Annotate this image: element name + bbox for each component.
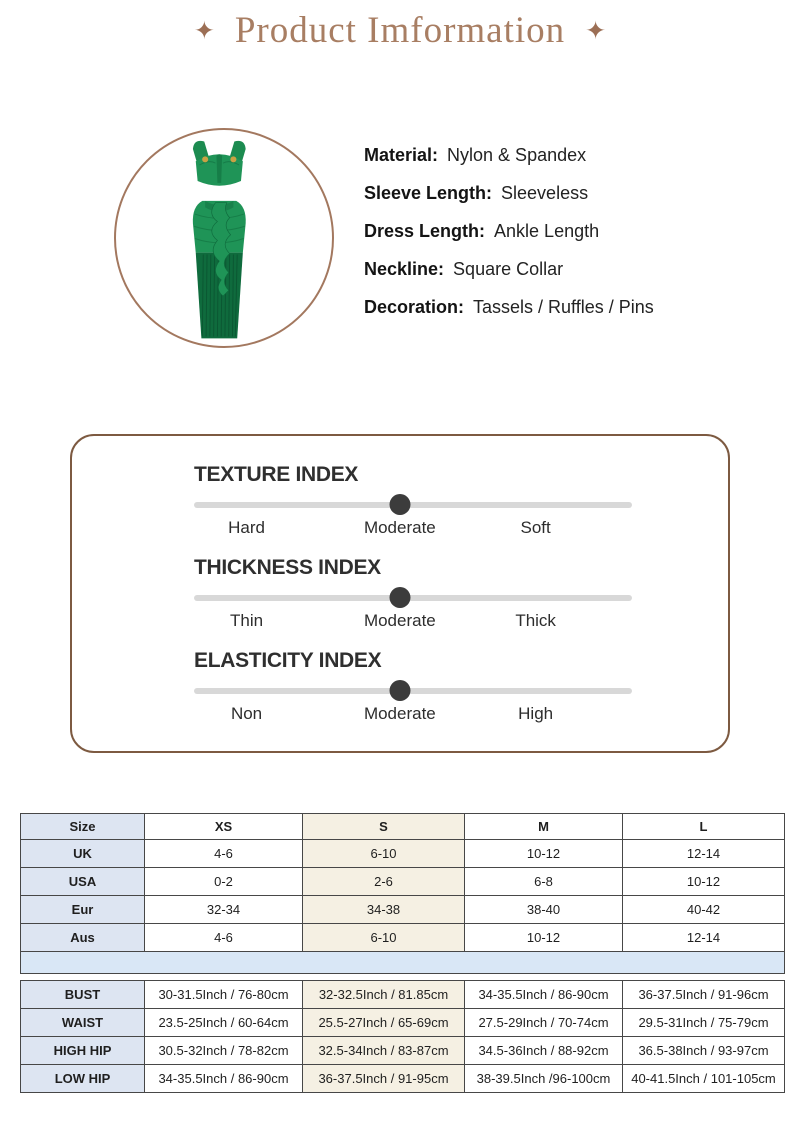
size-chart-section — [20, 813, 800, 1093]
size-header-row — [21, 814, 785, 840]
measurement-cell: 30-31.5Inch / 76-80cm — [145, 981, 303, 1009]
detail-row — [364, 288, 654, 326]
product-section — [0, 128, 800, 350]
page-title: Product Imformation — [234, 9, 566, 51]
measurement-row — [21, 981, 785, 1009]
measurement-cell: 27.5-29Inch / 70-74cm — [465, 1009, 623, 1037]
dress-skirt — [193, 200, 246, 338]
measurement-cell: 23.5-25Inch / 60-64cm — [145, 1009, 303, 1037]
size-row — [21, 868, 785, 896]
measurement-cell: 32.5-34Inch / 83-87cm — [303, 1037, 465, 1065]
slider-labels — [194, 611, 632, 634]
slider-label: Thin — [230, 611, 264, 630]
measurement-cell: 32-32.5Inch / 81.85cm — [303, 981, 465, 1009]
detail-value: Square Collar — [453, 259, 564, 279]
detail-label: Dress Length: — [364, 221, 486, 241]
index-slider — [194, 494, 632, 515]
measurement-cell: 34-35.5Inch / 86-90cm — [465, 981, 623, 1009]
size-cell: 4-6 — [145, 840, 303, 868]
measurement-cell: 29.5-31Inch / 75-79cm — [623, 1009, 785, 1037]
dress-top — [193, 140, 246, 185]
green-dress-illustration — [122, 133, 326, 344]
detail-label: Material: — [364, 145, 439, 165]
size-header-cell: S — [303, 814, 465, 840]
index-title: THICKNESS INDEX — [194, 556, 381, 579]
size-cell: 2-6 — [303, 868, 465, 896]
product-details — [364, 128, 654, 350]
measurement-cell: 34.5-36Inch / 88-92cm — [465, 1037, 623, 1065]
index-box — [70, 434, 730, 753]
slider-track — [194, 502, 632, 508]
detail-value: Ankle Length — [494, 221, 600, 241]
size-cell: 38-40 — [465, 896, 623, 924]
size-cell: 6-8 — [465, 868, 623, 896]
measurement-cell: 34-35.5Inch / 86-90cm — [145, 1065, 303, 1093]
slider-label: Hard — [228, 518, 265, 537]
slider-labels — [194, 704, 632, 727]
index-group — [194, 649, 632, 727]
size-row-label: UK — [21, 840, 145, 868]
size-cell: 10-12 — [623, 868, 785, 896]
measurement-cell: 36-37.5Inch / 91-95cm — [303, 1065, 465, 1093]
slider-label: Thick — [515, 611, 556, 630]
sparkle-icon: ✦ — [585, 16, 607, 45]
measurement-row — [21, 1065, 785, 1093]
size-cell: 4-6 — [145, 924, 303, 952]
measurement-row-label: LOW HIP — [21, 1065, 145, 1093]
index-title: TEXTURE INDEX — [194, 463, 359, 486]
size-cell: 10-12 — [465, 840, 623, 868]
measurement-cell: 36-37.5Inch / 91-96cm — [623, 981, 785, 1009]
size-cell: 40-42 — [623, 896, 785, 924]
slider-labels — [194, 518, 632, 541]
detail-row — [364, 250, 654, 288]
slider-label: High — [518, 704, 554, 723]
page-header — [0, 0, 800, 50]
size-cell: 12-14 — [623, 924, 785, 952]
detail-row — [364, 174, 654, 212]
measurement-row-label: HIGH HIP — [21, 1037, 145, 1065]
measurement-row-label: WAIST — [21, 1009, 145, 1037]
measurement-row — [21, 1009, 785, 1037]
size-cell: 34-38 — [303, 896, 465, 924]
measurement-cell: 40-41.5Inch / 101-105cm — [623, 1065, 785, 1093]
size-header-cell: M — [465, 814, 623, 840]
index-group — [194, 463, 632, 541]
index-title: ELASTICITY INDEX — [194, 649, 382, 672]
detail-value: Nylon & Spandex — [447, 145, 587, 165]
slider-label: Non — [230, 704, 263, 723]
slider-track — [194, 688, 632, 694]
slider-handle[interactable] — [389, 680, 410, 701]
measurement-row-label: BUST — [21, 981, 145, 1009]
slider-track — [194, 595, 632, 601]
product-photo-circle — [114, 128, 334, 348]
spacer-cell — [21, 952, 785, 974]
measurement-cell: 25.5-27Inch / 65-69cm — [303, 1009, 465, 1037]
size-row-label: Aus — [21, 924, 145, 952]
detail-label: Decoration: — [364, 297, 465, 317]
size-header-cell: Size — [21, 814, 145, 840]
measurement-row — [21, 1037, 785, 1065]
detail-row — [364, 136, 654, 174]
sparkle-icon: ✦ — [193, 16, 215, 45]
measurement-cell: 36.5-38Inch / 93-97cm — [623, 1037, 785, 1065]
size-row — [21, 924, 785, 952]
slider-label: Moderate — [363, 611, 436, 630]
detail-row — [364, 212, 654, 250]
size-header-cell: XS — [145, 814, 303, 840]
size-header-cell: L — [623, 814, 785, 840]
slider-handle[interactable] — [389, 494, 410, 515]
size-cell: 0-2 — [145, 868, 303, 896]
index-group — [194, 556, 632, 634]
detail-label: Neckline: — [364, 259, 445, 279]
size-cell: 32-34 — [145, 896, 303, 924]
detail-label: Sleeve Length: — [364, 183, 493, 203]
size-table — [20, 813, 785, 974]
size-cell: 6-10 — [303, 924, 465, 952]
measurement-table — [20, 980, 785, 1093]
detail-value: Tassels / Ruffles / Pins — [473, 297, 654, 317]
index-slider — [194, 680, 632, 701]
measurement-cell: 30.5-32Inch / 78-82cm — [145, 1037, 303, 1065]
slider-handle[interactable] — [389, 587, 410, 608]
size-cell: 12-14 — [623, 840, 785, 868]
slider-label: Moderate — [363, 704, 436, 723]
detail-value: Sleeveless — [501, 183, 589, 203]
measurement-cell: 38-39.5Inch /96-100cm — [465, 1065, 623, 1093]
size-row — [21, 840, 785, 868]
spacer-row — [21, 952, 785, 974]
size-row-label: Eur — [21, 896, 145, 924]
size-row-label: USA — [21, 868, 145, 896]
size-cell: 6-10 — [303, 840, 465, 868]
size-row — [21, 896, 785, 924]
slider-label: Moderate — [363, 518, 436, 537]
size-cell: 10-12 — [465, 924, 623, 952]
index-slider — [194, 587, 632, 608]
slider-label: Soft — [520, 518, 551, 537]
